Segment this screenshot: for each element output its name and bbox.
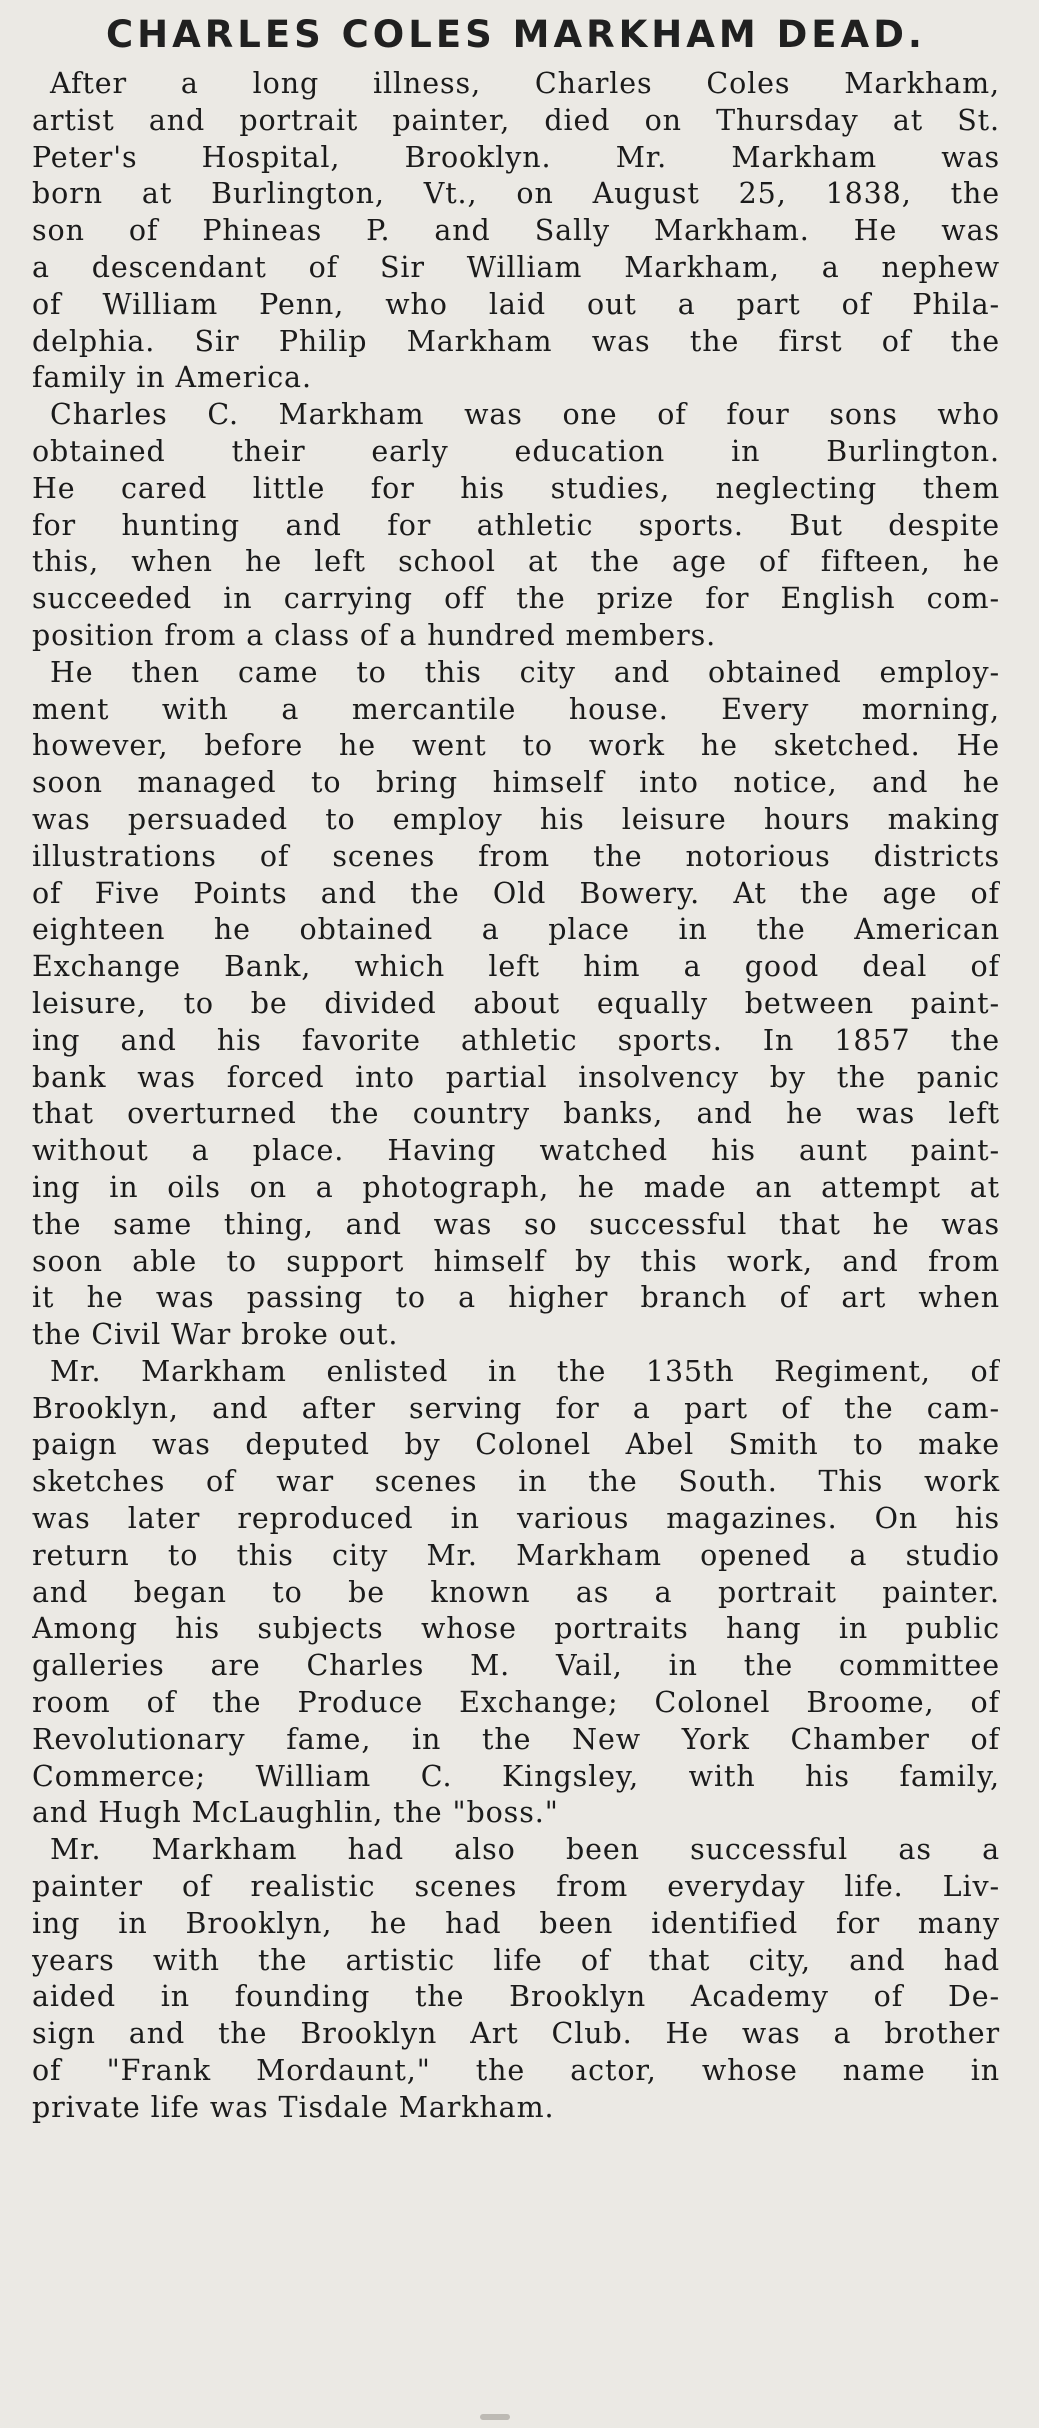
paragraph [32,1832,1000,2126]
text-line: and Hugh McLaughlin, the "boss." [32,1796,559,1830]
text-line: Mr. Markham enlisted in the 135th Regiment, of [50,1354,1000,1388]
text-line: obtained their early education in Burlington. [32,434,1000,468]
paragraph [32,397,1000,655]
text-line: soon managed to bring himself into notice, and he [32,766,1000,800]
text-line: born at Burlington, Vt., on August 25, 1838, the [32,177,1000,211]
text-line: bank was forced into partial insolvency by the panic [32,1060,1000,1094]
text-line: it he was passing to a higher branch of art when [32,1281,1000,1315]
text-line: leisure, to be divided about equally between paint- [32,986,1000,1020]
text-line: was later reproduced in various magazines. On his [32,1502,1000,1536]
text-line: years with the artistic life of that city, and had [32,1943,1000,1977]
text-line: ing in oils on a photograph, he made an attempt at [32,1170,1000,1204]
article-body [32,66,1000,2127]
text-line: ing in Brooklyn, he had been identified for many [32,1906,1000,1940]
text-line: the same thing, and was so successful that he was [32,1207,1000,1241]
text-line: position from a class of a hundred members. [32,618,717,652]
paragraph [32,655,1000,1354]
text-line: Among his subjects whose portraits hang in public [32,1612,1000,1646]
paragraph [32,66,1000,397]
text-line: soon able to support himself by this work, and from [32,1244,1000,1278]
text-line: family in America. [32,361,312,395]
text-line: Commerce; William C. Kingsley, with his family, [32,1759,1000,1793]
text-line: ing and his favorite athletic sports. In 1857 the [32,1023,1000,1057]
text-line: a descendant of Sir William Markham, a nephew [32,250,1000,284]
text-line: however, before he went to work he sketched. He [32,729,1000,763]
text-line: After a long illness, Charles Coles Markham, [50,67,1000,100]
text-line: of William Penn, who laid out a part of Phila- [32,287,1000,321]
text-line: of "Frank Mordaunt," the actor, whose name in [32,2054,1000,2088]
text-line: He cared little for his studies, neglecting them [32,471,1000,505]
text-line: ment with a mercantile house. Every morning, [32,692,1000,726]
text-line: illustrations of scenes from the notorious districts [32,839,1000,873]
text-line: was persuaded to employ his leisure hours making [32,802,1000,836]
text-line: the Civil War broke out. [32,1318,399,1352]
text-line: and began to be known as a portrait painter. [32,1575,1000,1609]
text-line: eighteen he obtained a place in the American [32,913,1000,947]
text-line: of Five Points and the Old Bowery. At the age of [32,876,1000,910]
paragraph [32,1354,1000,1832]
headline: CHARLES COLES MARKHAM DEAD. [106,13,926,56]
text-line: succeeded in carrying off the prize for English com- [32,582,1000,616]
text-line: room of the Produce Exchange; Colonel Broome, of [32,1686,1000,1720]
obituary-article [32,8,1000,2127]
text-line: that overturned the country banks, and he was left [32,1097,1000,1131]
text-line: this, when he left school at the age of fifteen, he [32,545,1000,579]
text-line: Charles C. Markham was one of four sons who [50,398,1000,432]
text-line: paign was deputed by Colonel Abel Smith to make [32,1428,1000,1462]
text-line: delphia. Sir Philip Markham was the first of the [32,324,1000,358]
text-line: sketches of war scenes in the South. This work [32,1465,1000,1499]
text-line: Brooklyn, and after serving for a part of the cam- [32,1391,1000,1425]
text-line: artist and portrait painter, died on Thursday at St. [32,103,1000,137]
text-line: Revolutionary fame, in the New York Chamber of [32,1722,1000,1756]
text-line: galleries are Charles M. Vail, in the committee [32,1649,1000,1683]
text-line: Exchange Bank, which left him a good deal of [32,950,1000,984]
text-line: without a place. Having watched his aunt paint- [32,1134,1000,1168]
text-line: He then came to this city and obtained employ- [50,655,1000,689]
print-smudge [480,2414,510,2420]
text-line: private life was Tisdale Markham. [32,2090,555,2124]
text-line: sign and the Brooklyn Art Club. He was a brother [32,2017,1000,2051]
text-line: painter of realistic scenes from everyday life. Liv- [32,1870,1000,1904]
text-line: son of Phineas P. and Sally Markham. He was [32,214,1000,248]
text-line: for hunting and for athletic sports. But despite [32,508,1000,542]
text-line: Mr. Markham had also been successful as a [50,1833,1000,1867]
text-line: return to this city Mr. Markham opened a studio [32,1538,1000,1572]
text-line: aided in founding the Brooklyn Academy of De- [32,1980,1000,2014]
text-line: Peter's Hospital, Brooklyn. Mr. Markham was [32,140,1000,174]
